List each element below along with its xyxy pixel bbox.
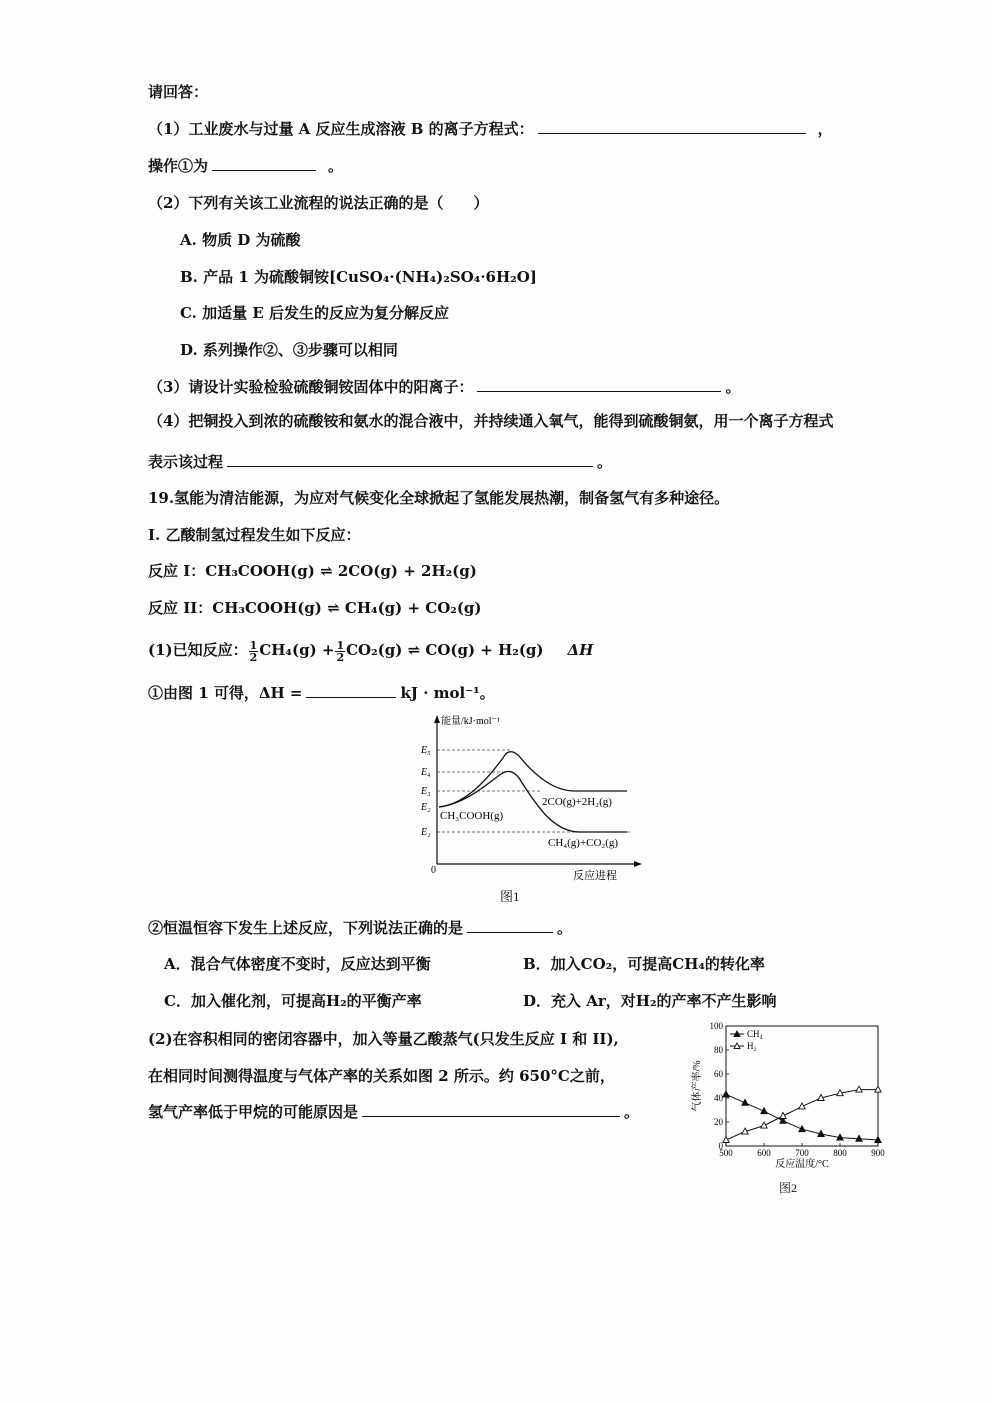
label-products-1: 2CO(g)+2H₂(g) (542, 796, 612, 808)
reaction-ii-label: 反应 II： (148, 599, 213, 617)
section-i-heading: I. 乙酸制氢过程发生如下反应： (148, 526, 361, 544)
x-tick-label: 600 (757, 1148, 771, 1158)
data-point (875, 1086, 881, 1092)
level-e2-label: E₂ (421, 802, 431, 813)
known-reaction-part-b: CO₂(g) ⇌ CO(g) + H₂(g) (346, 641, 544, 659)
x-axis-arrow (634, 861, 642, 867)
fraction-half (249, 640, 259, 663)
y-axis-label: 气体产率/% (692, 1060, 703, 1112)
level-e5-label: E₅ (421, 745, 431, 756)
question-19-intro: 19.氢能为清洁能源，为应对气候变化全球掀起了氢能发展热潮，制备氢气有多种途径。 (148, 489, 730, 507)
reaction-ii (148, 598, 482, 618)
y-tick-label: 100 (709, 1021, 723, 1031)
answer-blank[interactable] (538, 119, 806, 134)
legend-label: H₂ (747, 1041, 757, 1051)
y-tick-label: 40 (714, 1093, 723, 1103)
y-tick-label: 60 (714, 1069, 723, 1079)
label-products-2: CH₄(g)+CO₂(g) (548, 837, 619, 849)
figure-2-caption: 图2 (779, 1181, 798, 1195)
y-tick-label: 80 (714, 1045, 723, 1055)
label-reactant: CH₃COOH(g) (440, 810, 504, 822)
question-dh (148, 683, 495, 703)
figure-1-caption: 图1 (500, 889, 520, 904)
delta-h-symbol: ΔH (567, 641, 594, 659)
question-k2 (148, 918, 572, 938)
option-b: B．加入CO₂，可提高CH₄的转化率 (523, 955, 765, 973)
known-reaction-part-a: CH₄(g) + (259, 641, 335, 659)
answer-blank[interactable] (227, 452, 593, 467)
question-3 (148, 377, 740, 397)
energy-diagram (415, 712, 645, 904)
option-a: A．混合气体密度不变时，反应达到平衡 (164, 955, 431, 973)
data-point (761, 1122, 767, 1128)
reaction-ii-equation: CH₃COOH(g) ⇌ CH₄(g) + CO₂(g) (212, 599, 482, 617)
x-tick-label: 700 (795, 1148, 809, 1158)
origin-label: 0 (431, 865, 436, 876)
question-4-cont (148, 452, 612, 472)
question-4b-text: 表示该过程 (148, 453, 224, 471)
fraction-half (335, 640, 345, 663)
question-k2-text: ②恒温恒容下发生上述反应，下列说法正确的是 (148, 919, 464, 937)
series-line-ch4 (726, 1094, 878, 1140)
fraction-denominator: 2 (249, 650, 258, 664)
known-reaction-label: (1)已知反应： (148, 641, 248, 659)
question-1b-text: 操作①为 (148, 157, 209, 175)
question-3-end: 。 (725, 378, 741, 396)
question-dh-unit: kJ · mol⁻¹。 (400, 684, 495, 702)
question-3-text: （3）请设计实验检验硫酸铜铵固体中的阳离子： (148, 378, 474, 396)
x-tick-label: 800 (833, 1148, 847, 1158)
question-2: （2）下列有关该工业流程的说法正确的是（ ） (148, 194, 489, 212)
reaction-i-equation: CH₃COOH(g) ⇌ 2CO(g) + 2H₂(g) (205, 562, 477, 580)
option-c: C．加入催化剂，可提高H₂的平衡产率 (164, 992, 422, 1010)
question-1-comma: ， (817, 120, 833, 138)
chart-axes (690, 1021, 885, 1170)
answer-blank[interactable] (362, 1102, 620, 1117)
data-point (780, 1113, 786, 1119)
y-tick-label: 20 (714, 1117, 723, 1127)
y-tick-label: 0 (718, 1141, 723, 1151)
series-line-h2 (726, 1090, 878, 1140)
question-4b-end: 。 (597, 453, 613, 471)
level-e3-label: E₃ (421, 786, 431, 797)
answer-intro: 请回答： (148, 83, 209, 101)
answer-blank[interactable] (306, 683, 396, 698)
x-tick-label: 900 (871, 1148, 885, 1158)
fraction-numerator: 1 (336, 638, 345, 652)
option-d: D．充入 Ar，对H₂的产率不产生影响 (523, 992, 777, 1010)
level-e1-label: E₁ (421, 827, 431, 838)
data-point (856, 1086, 862, 1092)
question-1-text: （1）工业废水与过量 A 反应生成溶液 B 的离子方程式： (148, 120, 534, 138)
legend-label: CH₄ (747, 1029, 763, 1039)
question-1 (148, 119, 833, 139)
question-1-operation (148, 156, 343, 176)
reaction-i (148, 561, 477, 581)
question-2-option-d: D. 系列操作②、③步骤可以相同 (180, 341, 398, 359)
fraction-denominator: 2 (336, 650, 345, 664)
y-axis-arrow (434, 715, 440, 723)
question-2-option-c: C. 加适量 E 后发生的反应为复分解反应 (180, 304, 449, 322)
part-2-line-2: 在相同时间测得温度与气体产率的关系如图 2 所示。约 650°C之前， (148, 1067, 615, 1085)
y-axis-label: 能量/kJ·mol⁻¹ (441, 716, 500, 727)
reaction-i-label: 反应 I： (148, 562, 206, 580)
chart-series (723, 1029, 881, 1143)
part-2-line-3-text: 氢气产率低于甲烷的可能原因是 (148, 1103, 359, 1121)
question-4: （4）把铜投入到浓的硫酸铵和氨水的混合液中，并持续通入氧气，能得到硫酸铜氨，用一个离子方程式 (148, 412, 834, 430)
part-2-line-1: (2)在容积相同的密闭容器中，加入等量乙酸蒸气(只发生反应 I 和 II), (148, 1030, 619, 1048)
question-2-option-b: B. 产品 1 为硫酸铜铵[CuSO₄·(NH₄)₂SO₄·6H₂O] (180, 268, 537, 286)
part-2-end: 。 (624, 1103, 640, 1121)
fraction-numerator: 1 (249, 638, 258, 652)
known-reaction (148, 638, 593, 663)
question-k2-end: 。 (557, 919, 573, 937)
answer-blank[interactable] (477, 377, 721, 392)
x-tick-label: 500 (719, 1148, 733, 1158)
question-2-option-a: A. 物质 D 为硫酸 (180, 231, 301, 249)
x-axis-label: 反应进程 (573, 870, 617, 882)
answer-blank[interactable] (212, 156, 316, 171)
answer-blank[interactable] (467, 918, 553, 933)
level-e4-label: E₄ (421, 767, 431, 778)
x-axis-label: 反应温度/°C (775, 1159, 829, 1170)
yield-chart (686, 1016, 896, 1176)
part-2-line-3 (148, 1102, 639, 1122)
data-point (723, 1091, 729, 1097)
question-1b-end: 。 (328, 157, 344, 175)
question-dh-text: ①由图 1 可得，ΔH = (148, 684, 303, 702)
